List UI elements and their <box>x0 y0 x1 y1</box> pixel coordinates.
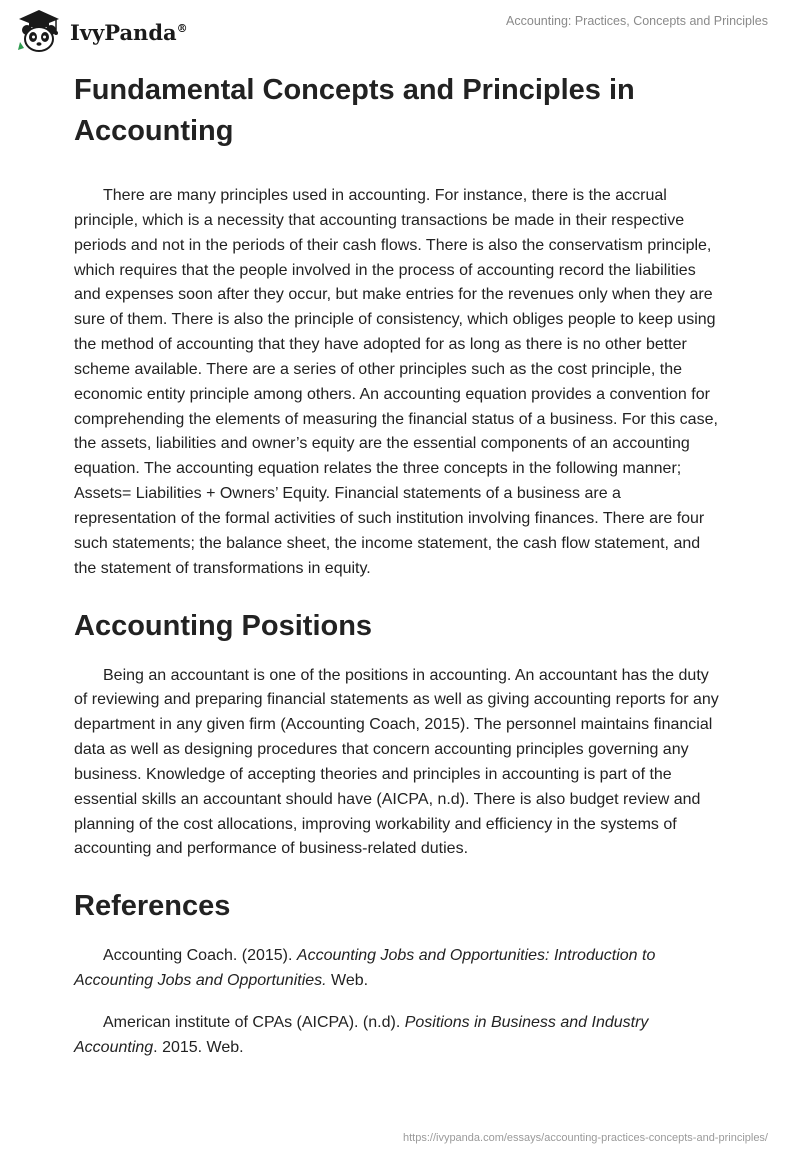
essay-body <box>74 70 724 1061</box>
section-title-positions: Accounting Positions <box>74 609 373 642</box>
page-header <box>0 0 800 60</box>
source-url[interactable]: https://ivypanda.com/essays/accounting-practices-concepts-and-principles/ <box>402 1132 768 1144</box>
reference-list <box>74 944 724 1060</box>
section-title-concepts: Fundamental Concepts and Principles in Accounting <box>74 74 635 147</box>
ivypanda-logo[interactable] <box>14 8 188 54</box>
paragraph-concepts: There are many principles used in accounting. For instance, there is the accrual principle, which is a necessity that accounting transactions be made in their respective periods and not in the periods of their cash flows. There is also the conservatism principle, which requires that the people involved in the process of accounting record the liabilities and expenses soon after they occur, but make entries for the revenues only when they are sure of them. There is also the principle of consistency, which obliges people to keep using the method of accounting that they have adopted for as long as there is no other better scheme available. There are a series of other principles such as the cost principle, the economic entity principle among others. An accounting equation provides a convention for comprehending the elements of measuring the financial status of a business. For this case, the assets, liabilities and owner’s equity are the essential components of an accounting equation. The accounting equation relates the three concepts in the following manner; Assets= Liabilities + Owners’ Equity. Financial statements of a business are a representation of the formal activities of such institution involving finances. There are four such statements; the balance sheet, the income statement, the cash flow statement, and the statement of transformations in equity. <box>74 187 718 577</box>
running-title: Accounting: Practices, Concepts and Principles <box>506 14 768 28</box>
logo-wordmark: IvyPanda® <box>70 19 188 45</box>
section-title-references: References <box>74 890 231 923</box>
reference-item: Accounting Coach. (2015). Accounting Jobs and Opportunities: Introduction to Accounting Jobs and Opportunities. Web. <box>74 947 656 990</box>
paragraph-positions: Being an accountant is one of the positions in accounting. An accountant has the duty of reviewing and preparing financial statements as well as giving accounting reports for any department in any given firm (Accounting Coach, 2015). The personnel maintains financial data as well as designing procedures that concern accounting principles governing any business. Knowledge of accepting theories and principles in accounting is part of the essential skills an accountant should have (AICPA, n.d). There is also budget review and planning of the cost allocations, improving workability and efficiency in the systems of accounting and performance of business-related duties. <box>74 666 719 858</box>
panda-graduate-icon <box>14 8 64 54</box>
reference-item: American institute of CPAs (AICPA). (n.d). Positions in Business and Industry Accounting. 2015. Web. <box>74 1013 649 1056</box>
